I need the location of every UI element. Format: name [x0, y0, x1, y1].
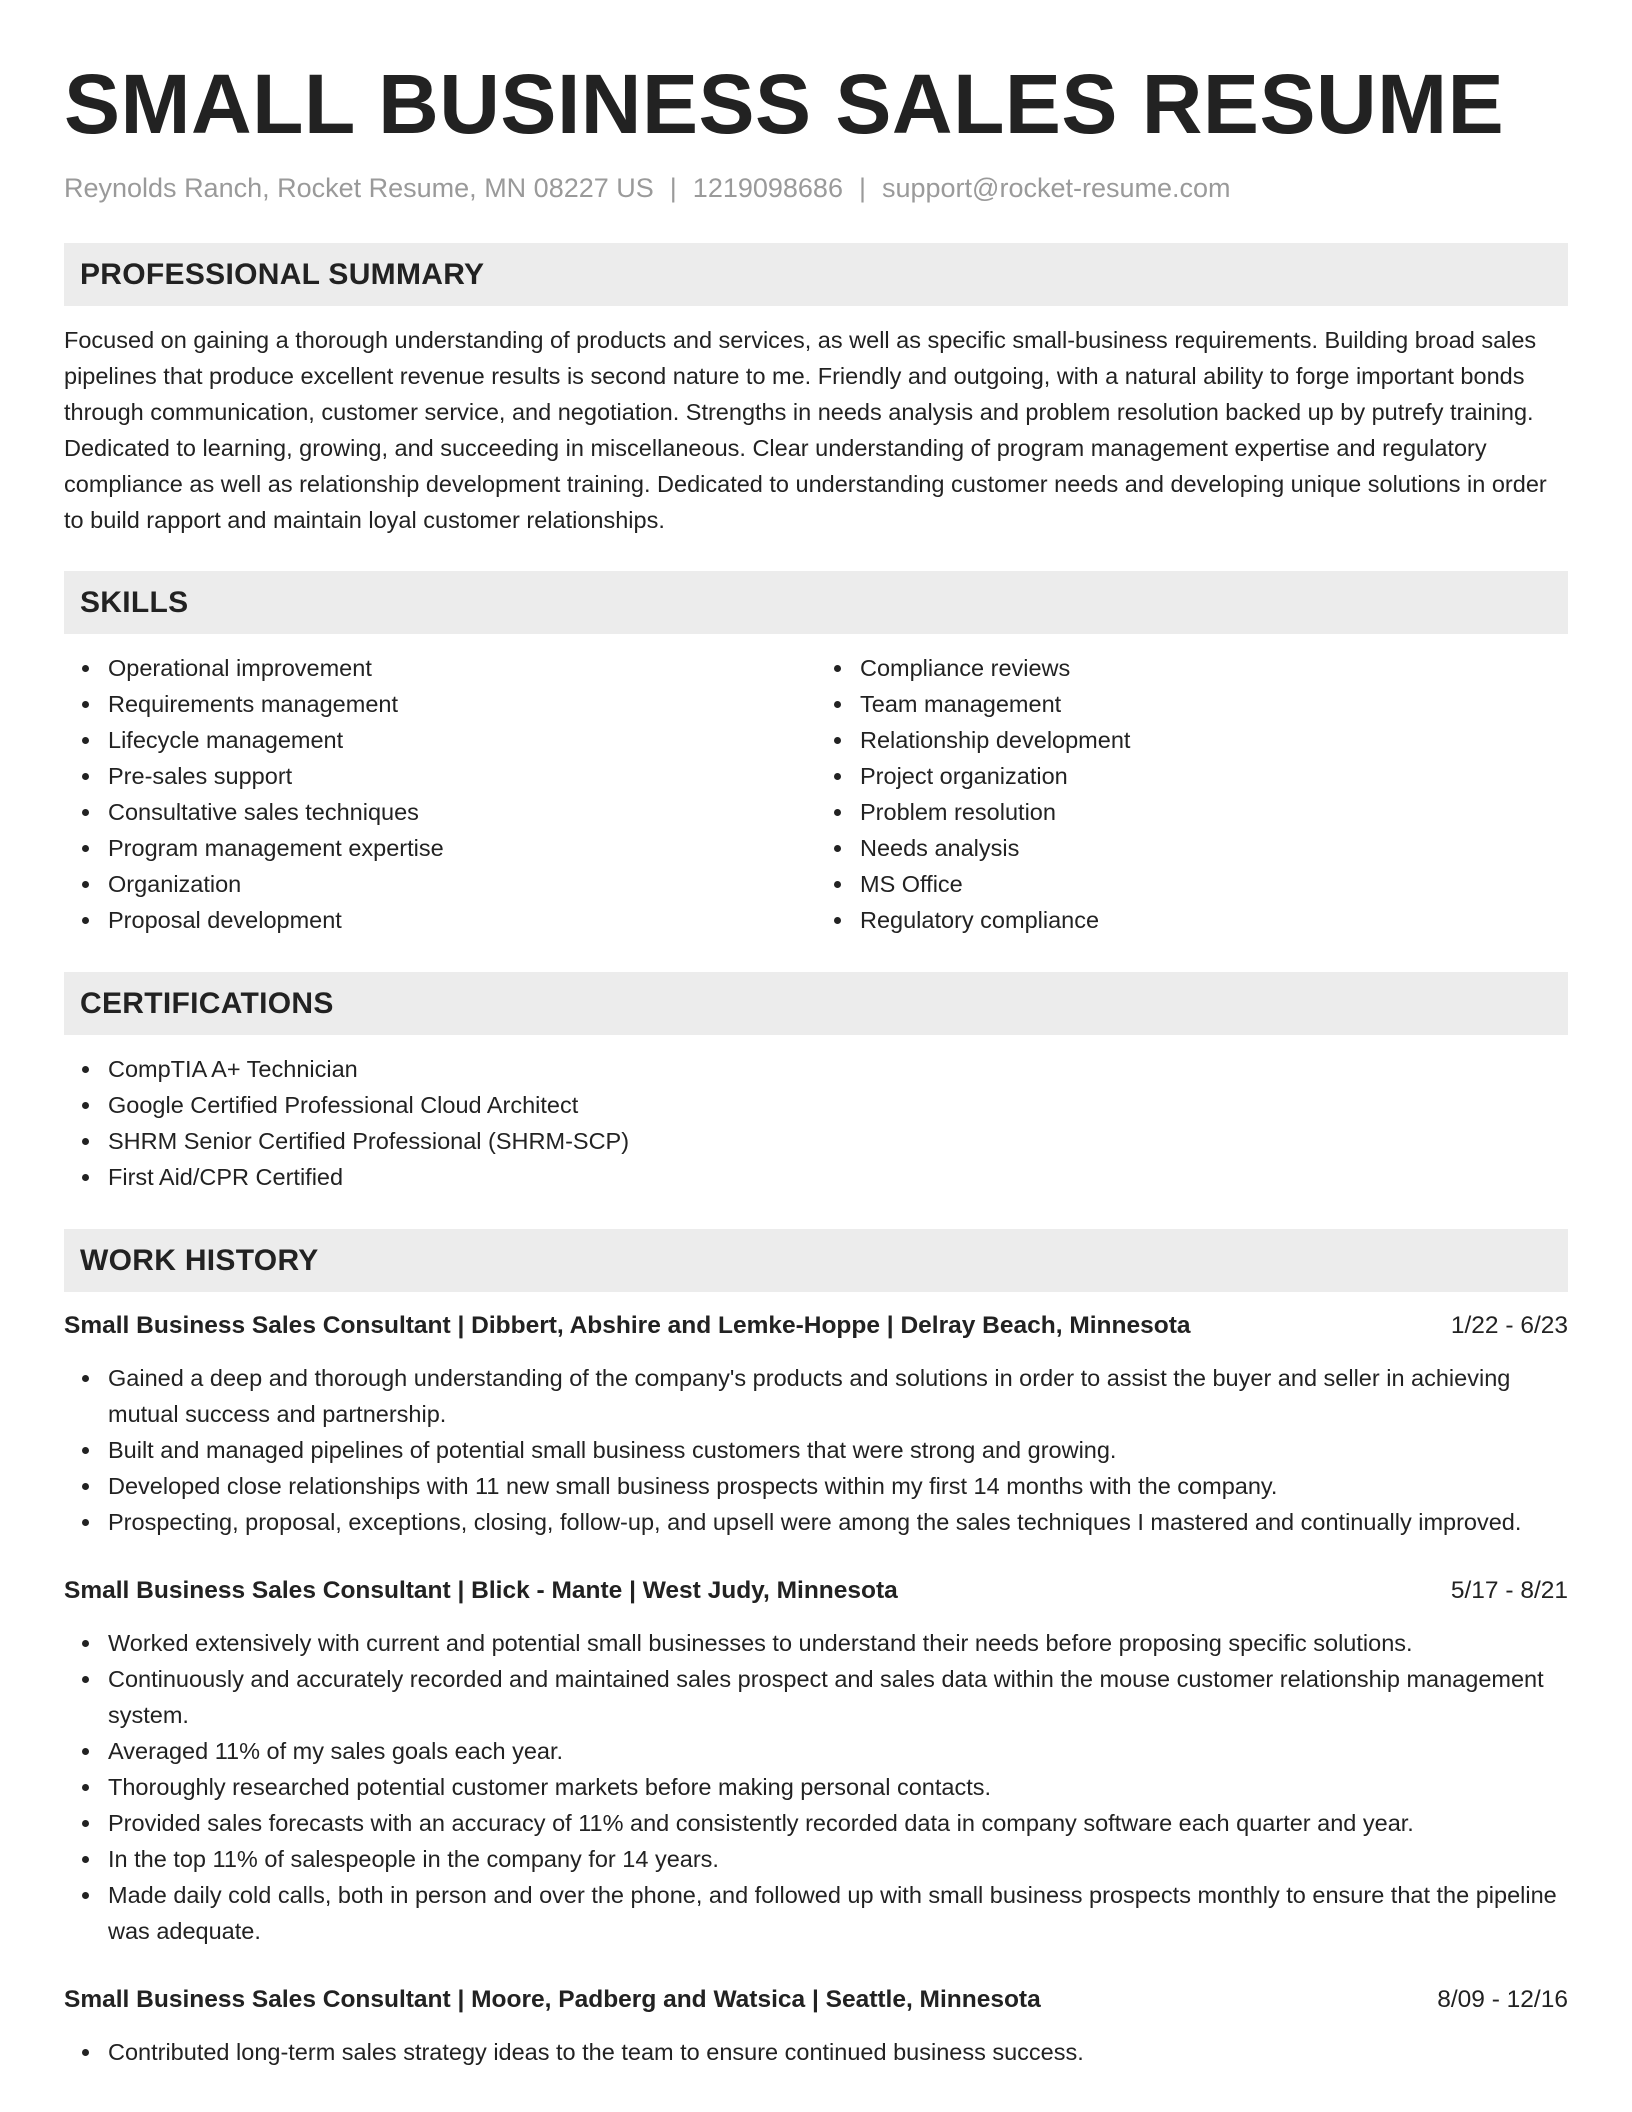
job-bullet: Continuously and accurately recorded and maintained sales prospect and sales data within the mouse customer relationship management system. [108, 1661, 1568, 1733]
job-header [64, 1982, 1568, 2018]
job-heading: Small Business Sales Consultant | Dibbert, Abshire and Lemke-Hoppe | Delray Beach, Minnesota [64, 1312, 1191, 1339]
contact-email: support@rocket-resume.com [881, 173, 1231, 203]
job-bullets [64, 1625, 1568, 1949]
certification-item: CompTIA A+ Technician [108, 1051, 1568, 1087]
certification-item: First Aid/CPR Certified [108, 1159, 1568, 1195]
skills-list-left [64, 650, 816, 938]
contact-separator: | [858, 173, 866, 203]
job-bullets [64, 1360, 1568, 1540]
job-header [64, 1308, 1568, 1344]
skill-item: Operational improvement [108, 650, 816, 686]
skill-item: Regulatory compliance [860, 902, 1568, 938]
certifications-list [64, 1051, 1568, 1195]
job-entry [64, 1308, 1568, 1540]
job-bullet: Developed close relationships with 11 new small business prospects within my first 14 months with the company. [108, 1468, 1568, 1504]
summary-text: Focused on gaining a thorough understanding of products and services, as well as specific small-business requirements. Building broad sales pipelines that produce excellent revenue results is second nature to me. Friendly and outgoing, with a natural ability to forge important bonds through communication, customer service, and negotiation. Strengths in needs analysis and problem resolution backed up by putrefy training. Dedicated to learning, growing, and succeeding in miscellaneous. Clear understanding of program management expertise and regulatory compliance as well as relationship development training. Dedicated to understanding customer needs and developing unique solutions in order to build rapport and maintain loyal customer relationships. [64, 327, 1547, 533]
job-bullet: Provided sales forecasts with an accuracy of 11% and consistently recorded data in company software each quarter and year. [108, 1805, 1568, 1841]
skill-item: Proposal development [108, 902, 816, 938]
work-section-title: WORK HISTORY [80, 1243, 319, 1277]
job-bullet: Contributed long-term sales strategy ideas to the team to ensure continued business success. [108, 2034, 1568, 2070]
certifications-section-header [64, 972, 1568, 1035]
skill-item: Program management expertise [108, 830, 816, 866]
skill-item: Pre-sales support [108, 758, 816, 794]
skills-section-header [64, 571, 1568, 634]
skill-item: Lifecycle management [108, 722, 816, 758]
skill-item: MS Office [860, 866, 1568, 902]
skill-item: Compliance reviews [860, 650, 1568, 686]
job-entry [64, 1982, 1568, 2070]
skills-section-title: SKILLS [80, 585, 189, 619]
job-bullet: Worked extensively with current and potential small businesses to understand their needs before proposing specific solutions. [108, 1625, 1568, 1661]
job-heading: Small Business Sales Consultant | Blick - Mante | West Judy, Minnesota [64, 1577, 898, 1604]
job-bullet: In the top 11% of salespeople in the company for 14 years. [108, 1841, 1568, 1877]
skill-item: Needs analysis [860, 830, 1568, 866]
job-entry [64, 1573, 1568, 1949]
job-header [64, 1573, 1568, 1609]
certification-item: Google Certified Professional Cloud Architect [108, 1087, 1568, 1123]
certifications-section-title: CERTIFICATIONS [80, 986, 334, 1020]
job-dates: 8/09 - 12/16 [1437, 1986, 1568, 2013]
certification-item: SHRM Senior Certified Professional (SHRM-SCP) [108, 1123, 1568, 1159]
skills-grid [64, 650, 1568, 938]
skill-item: Project organization [860, 758, 1568, 794]
job-bullet: Averaged 11% of my sales goals each year. [108, 1733, 1568, 1769]
job-heading: Small Business Sales Consultant | Moore, Padberg and Watsica | Seattle, Minnesota [64, 1986, 1041, 2013]
summary-section-header [64, 243, 1568, 306]
job-bullet: Thoroughly researched potential customer markets before making personal contacts. [108, 1769, 1568, 1805]
job-dates: 1/22 - 6/23 [1450, 1312, 1568, 1339]
skills-list-right [816, 650, 1568, 938]
summary-section-title: PROFESSIONAL SUMMARY [80, 257, 485, 291]
skill-item: Problem resolution [860, 794, 1568, 830]
skill-item: Requirements management [108, 686, 816, 722]
contact-separator: | [669, 173, 677, 203]
skill-item: Organization [108, 866, 816, 902]
job-bullet: Prospecting, proposal, exceptions, closing, follow-up, and upsell were among the sales techniques I mastered and continually improved. [108, 1504, 1568, 1540]
resume-title: SMALL BUSINESS SALES RESUME [64, 57, 1505, 151]
job-dates: 5/17 - 8/21 [1450, 1577, 1568, 1604]
contact-line [64, 170, 1568, 206]
job-bullets [64, 2034, 1568, 2070]
skill-item: Relationship development [860, 722, 1568, 758]
job-bullet: Gained a deep and thorough understanding of the company's products and solutions in order to assist the buyer and seller in achieving mutual success and partnership. [108, 1360, 1568, 1432]
job-bullet: Built and managed pipelines of potential small business customers that were strong and growing. [108, 1432, 1568, 1468]
work-section-header [64, 1229, 1568, 1292]
contact-address: Reynolds Ranch, Rocket Resume, MN 08227 US [64, 173, 654, 203]
skill-item: Team management [860, 686, 1568, 722]
job-bullet: Made daily cold calls, both in person and over the phone, and followed up with small business prospects monthly to ensure that the pipeline was adequate. [108, 1877, 1568, 1949]
skill-item: Consultative sales techniques [108, 794, 816, 830]
contact-phone: 1219098686 [692, 173, 843, 203]
